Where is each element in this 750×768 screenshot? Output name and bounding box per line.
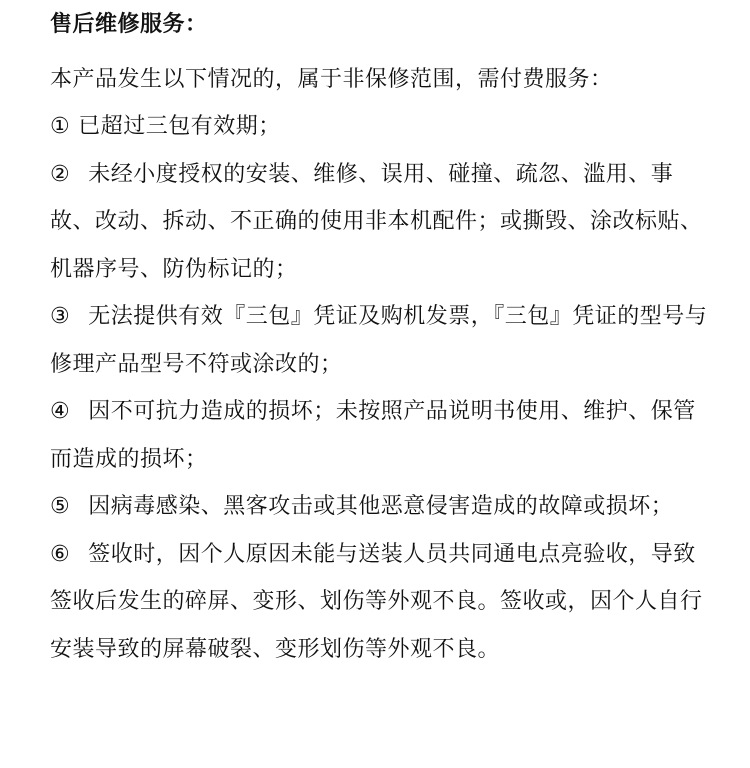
item-text: 未经小度授权的安装、维修、误用、碰撞、疏忽、滥用、事故、改动、拆动、不正确的使用非本机配件；或撕毁、涂改标贴、机器序号、防伪标记的； (50, 161, 703, 282)
item-text: 无法提供有效『三包』凭证及购机发票，『三包』凭证的型号与修理产品型号不符或涂改的； (50, 304, 708, 377)
list-item (50, 103, 710, 151)
item-number: ⑤ (50, 494, 71, 519)
list-item (50, 151, 710, 294)
item-number: ② (50, 161, 71, 187)
item-text: 因病毒感染、黑客攻击或其他恶意侵害造成的故障或损坏； (88, 494, 674, 519)
item-text: 因不可抗力造成的损坏；未按照产品说明书使用、维护、保管而造成的损坏； (50, 399, 696, 472)
item-number: ③ (50, 304, 71, 329)
intro-paragraph: 本产品发生以下情况的，属于非保修范围，需付费服务： (50, 67, 613, 92)
item-number: ⑥ (50, 541, 71, 567)
list-item (50, 531, 710, 674)
item-number: ④ (50, 399, 71, 424)
item-number: ① (50, 114, 71, 139)
section-title: 售后维修服务： (50, 12, 208, 37)
item-text: 已超过三包有效期； (78, 114, 281, 139)
after-sales-document (50, 0, 710, 673)
list-item (50, 293, 710, 388)
list-item (50, 483, 710, 531)
item-text: 签收时，因个人原因未能与送装人员共同通电点亮验收，导致签收后发生的碎屏、变形、划伤等外观不良。签收或，因个人自行安装导致的屏幕破裂、变形划伤等外观不良。 (50, 541, 703, 662)
list-item (50, 388, 710, 483)
